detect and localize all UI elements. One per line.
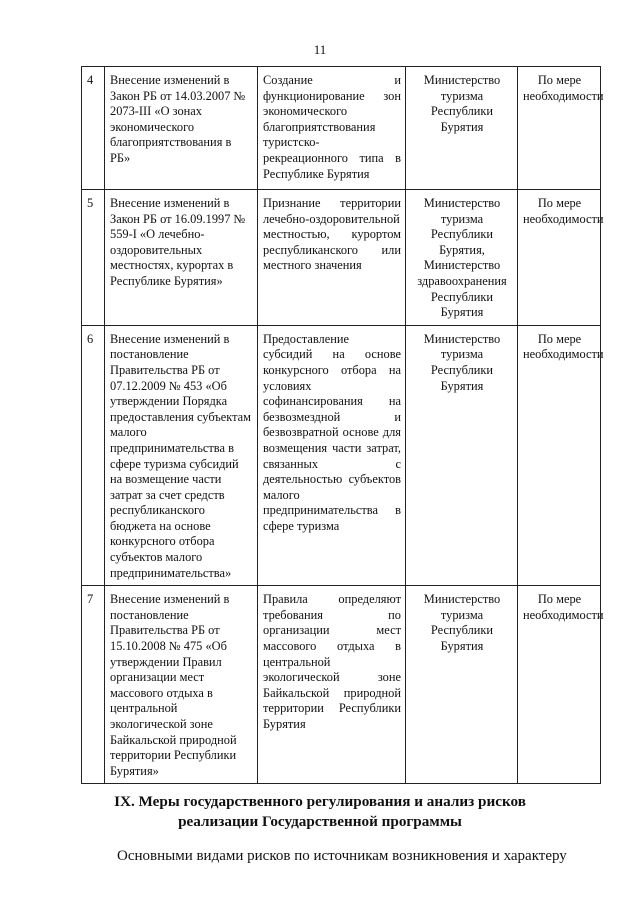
law-change-cell: Внесение изменений в Закон РБ от 16.09.1997 № 559-I «О лечебно-оздоровительных местностях, курортах в Республике Бурятия» [105, 190, 258, 326]
term-cell: По мере необходимости [518, 586, 601, 784]
row-number: 7 [82, 586, 105, 784]
row-number: 5 [82, 190, 105, 326]
body-paragraph: Основными видами рисков по источникам возникновения и характеру [117, 848, 567, 864]
page-number: 11 [313, 42, 327, 57]
executor-cell: Министерство туризма Республики Бурятия [406, 586, 518, 784]
term-cell: По мере необходимости [518, 325, 601, 586]
section-heading-line: IX. Меры государственного регулирования и анализ рисков [114, 793, 526, 810]
row-number: 6 [82, 325, 105, 586]
measures-table [81, 66, 604, 784]
section-heading-line: реализации Государственной программы [178, 813, 462, 830]
executor-cell: Министерство туризма Республики Бурятия [406, 325, 518, 586]
purpose-cell: Признание территории лечебно-оздоровительной местностью, курортом республиканского или местного значения [258, 190, 406, 326]
purpose-cell: Правила определяют требования по организации мест массового отдыха в центральной экологической зоне Байкальской природной территории Республики Бурятия [258, 586, 406, 784]
purpose-cell: Предоставление субсидий на основе конкурсного отбора на условиях софинансирования на безвозмездной и безвозвратной основе для возмещения части затрат, связанных с деятельностью субъектов малого предпринимательства в сфере туризма [258, 325, 406, 586]
law-change-cell: Внесение изменений в Закон РБ от 14.03.2007 № 2073-III «О зонах экономического благоприятствования в РБ» [105, 67, 258, 190]
term-cell: По мере необходимости [518, 190, 601, 326]
purpose-cell: Создание и функционирование зон экономического благоприятствования туристско-рекреационного типа в Республике Бурятия [258, 67, 406, 190]
row-number: 4 [82, 67, 105, 190]
table-row [82, 190, 601, 326]
term-cell: По мере необходимости [518, 67, 601, 190]
table-row [82, 325, 601, 586]
executor-cell: Министерство туризма Республики Бурятия [406, 67, 518, 190]
law-change-cell: Внесение изменений в постановление Правительства РБ от 07.12.2009 № 453 «Об утверждении Порядка предоставления субъектам малого предпринимательства в сфере туризма субсидий на возмещение части затрат за счет средств республиканского бюджета на основе конкурсного отбора субъектов малого предпринимательства» [105, 325, 258, 586]
table-row [82, 586, 601, 784]
table-row [82, 67, 601, 190]
section-heading [0, 792, 640, 832]
law-change-cell: Внесение изменений в постановление Правительства РБ от 15.10.2008 № 475 «Об утверждении Правил организации мест массового отдыха в центральной экологической зоне Байкальской природной территории Республики Бурятия» [105, 586, 258, 784]
executor-cell: Министерство туризма Республики Бурятия, Министерство здравоохранения Республики Бурятия [406, 190, 518, 326]
